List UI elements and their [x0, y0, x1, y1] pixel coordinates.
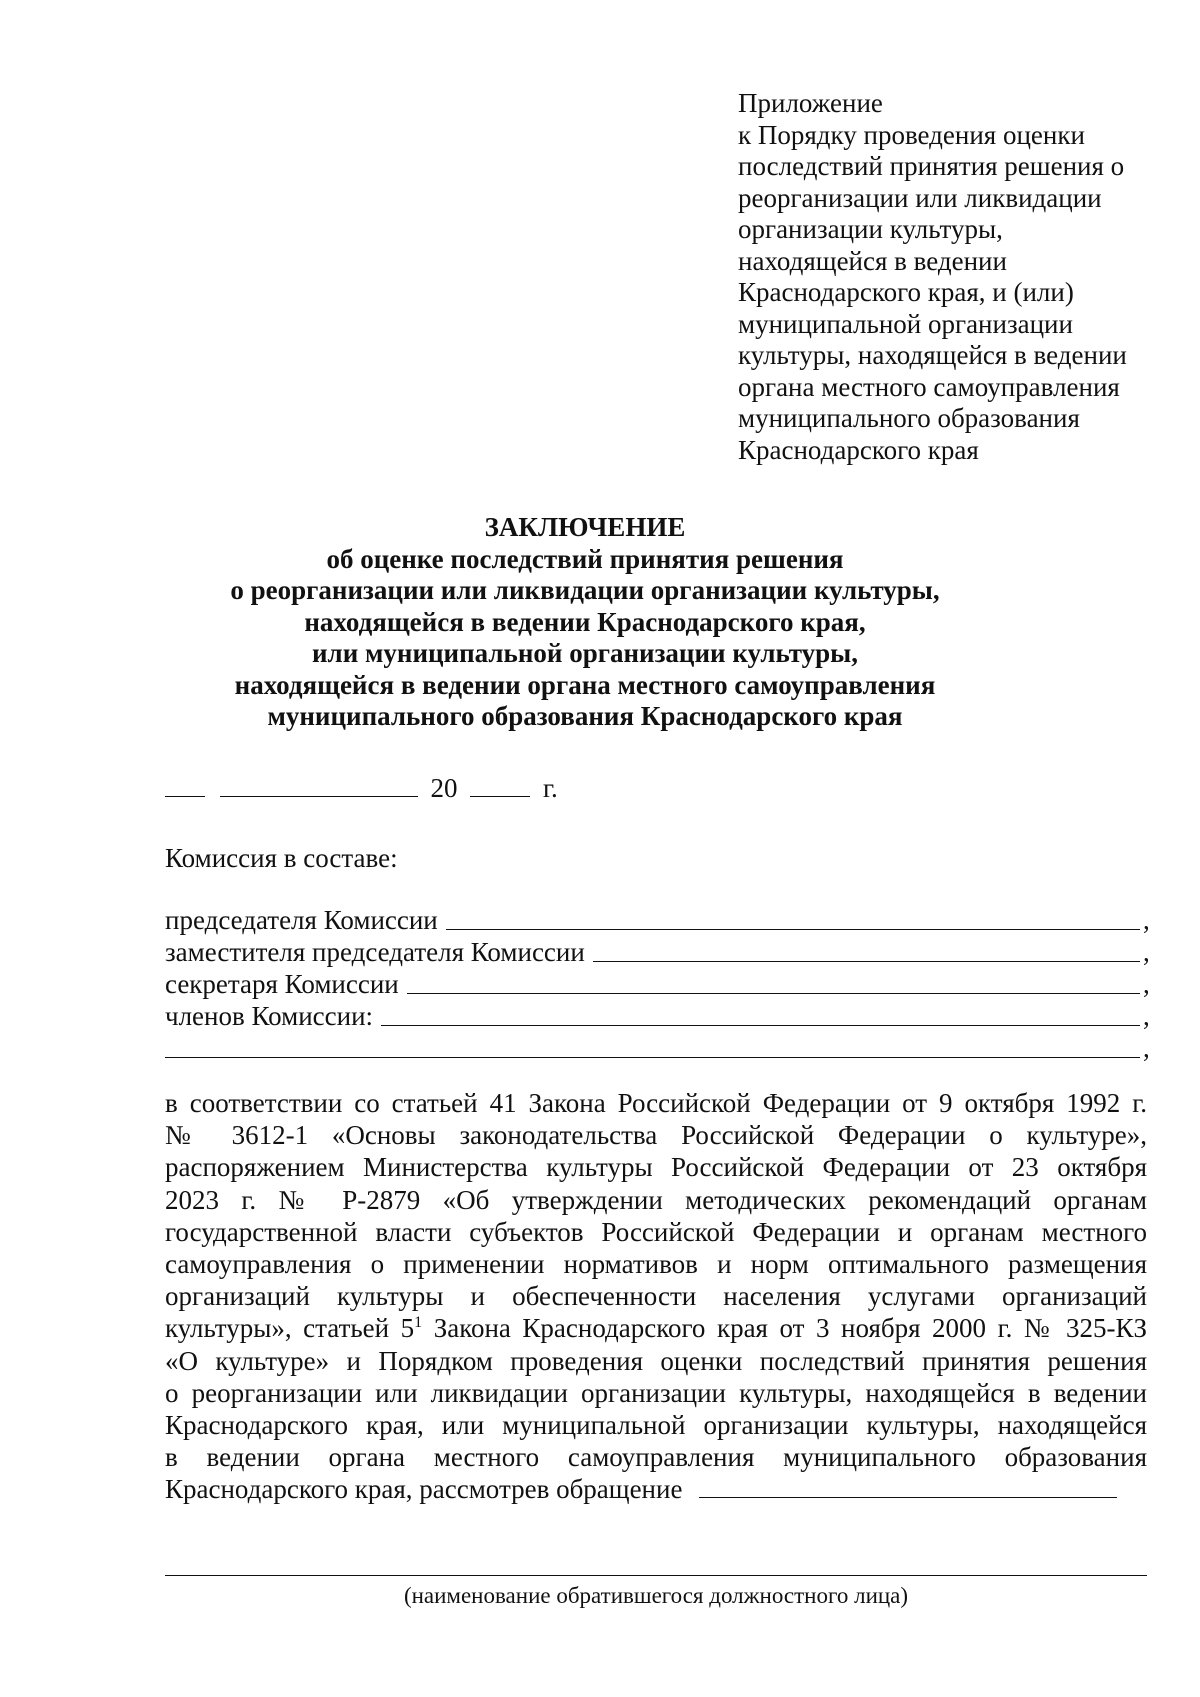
body-line: 2023 г. № Р-2879 «Об утверждении методических рекомендаций органам: [165, 1184, 1147, 1215]
appendix-line: Краснодарского края: [738, 434, 979, 465]
body-last-line: [165, 1473, 1147, 1505]
commission-heading: Комиссия в составе:: [165, 843, 398, 873]
secretary-row: [165, 968, 1155, 1000]
body-line: в соответствии со статьей 41 Закона Российской Федерации от 9 октября 1992 г.: [165, 1088, 1147, 1118]
title-heading: ЗАКЛЮЧЕНИЕ: [484, 512, 686, 542]
title-line: об оценке последствий принятия решения: [326, 543, 844, 574]
date-line: [165, 772, 558, 804]
appendix-line: муниципальной организации: [738, 308, 1073, 339]
year-prefix: 20: [430, 773, 458, 803]
appendix-block: [738, 88, 1178, 466]
appendix-line: к Порядку проведения оценки: [738, 119, 1085, 150]
appendix-line: муниципального образования: [738, 403, 1080, 433]
comma: ,: [1143, 937, 1150, 967]
day-blank[interactable]: [165, 772, 205, 797]
members-blank[interactable]: [381, 1001, 1140, 1026]
year-suffix: г.: [543, 773, 558, 803]
body-line-with-footnote: [165, 1312, 1147, 1344]
appendix-line: находящейся в ведении: [738, 245, 1007, 276]
appendix-line: реорганизации или ликвидации: [738, 182, 1102, 213]
members-row: [165, 1000, 1155, 1032]
comma: ,: [1143, 1033, 1150, 1063]
appendix-line: последствий принятия решения о: [738, 151, 1125, 181]
deputy-chairman-label: заместителя председателя Комиссии: [165, 937, 585, 967]
title-line: находящейся в ведении органа местного самоуправления: [234, 669, 936, 700]
applicant-blank[interactable]: [699, 1473, 1117, 1498]
secretary-blank[interactable]: [407, 969, 1140, 994]
month-blank[interactable]: [220, 772, 418, 797]
appendix-line: организации культуры,: [738, 214, 1003, 244]
document-title: [150, 512, 1020, 733]
members-label: членов Комиссии:: [165, 1001, 374, 1031]
title-line: о реорганизации или ликвидации организации культуры,: [230, 575, 940, 605]
body-line: самоуправления о применении нормативов и норм оптимального размещения: [165, 1248, 1147, 1279]
chairman-blank[interactable]: [446, 905, 1140, 930]
body-line: государственной власти субъектов Российской Федерации и органам местного: [165, 1216, 1147, 1247]
body-line-part: культуры», статьей 5: [165, 1313, 415, 1344]
body-line: «О культуре» и Порядком проведения оценки последствий принятия решения: [165, 1345, 1147, 1376]
body-line: Краснодарского края, или муниципальной организации культуры, находящейся: [165, 1409, 1147, 1440]
applicant-underline[interactable]: [165, 1575, 1147, 1576]
body-line: распоряжением Министерства культуры Российской Федерации от 23 октября: [165, 1152, 1147, 1183]
title-line: муниципального образования Краснодарского края: [267, 701, 903, 731]
body-paragraph: [165, 1087, 1147, 1505]
body-line: Краснодарского края, рассмотрев обращение: [165, 1474, 683, 1505]
year-blank[interactable]: [470, 772, 530, 797]
title-line: находящейся в ведении Краснодарского края,: [304, 606, 866, 637]
appendix-line: Приложение: [738, 88, 883, 118]
deputy-chairman-row: [165, 936, 1155, 968]
chairman-row: [165, 904, 1155, 936]
members-extra-row: [165, 1032, 1155, 1064]
superscript-mark: 1: [414, 1314, 423, 1332]
deputy-chairman-blank[interactable]: [593, 937, 1140, 962]
secretary-label: секретаря Комиссии: [165, 969, 399, 999]
appendix-line: Краснодарского края, и (или): [738, 277, 1074, 307]
members-extra-blank[interactable]: [165, 1033, 1140, 1058]
appendix-line: культуры, находящейся в ведении: [738, 340, 1127, 370]
body-line: о реорганизации или ликвидации организации культуры, находящейся в ведении: [165, 1377, 1147, 1408]
appendix-line: органа местного самоуправления: [738, 371, 1120, 402]
comma: ,: [1143, 1001, 1150, 1031]
comma: ,: [1143, 969, 1150, 999]
body-line: в ведении органа местного самоуправления муниципального образования: [165, 1442, 1147, 1473]
body-line: № 3612-1 «Основы законодательства Российской Федерации о культуре»,: [165, 1120, 1147, 1151]
chairman-label: председателя Комиссии: [165, 905, 438, 935]
applicant-caption: (наименование обратившегося должностного лица): [403, 1583, 909, 1608]
title-line: или муниципальной организации культуры,: [311, 638, 859, 668]
comma: ,: [1143, 905, 1150, 935]
body-line: организаций культуры и обеспеченности населения услугами организаций: [165, 1281, 1147, 1312]
body-line-part: Закона Краснодарского края от 3 ноября 2000 г. № 325-КЗ: [422, 1313, 1147, 1344]
